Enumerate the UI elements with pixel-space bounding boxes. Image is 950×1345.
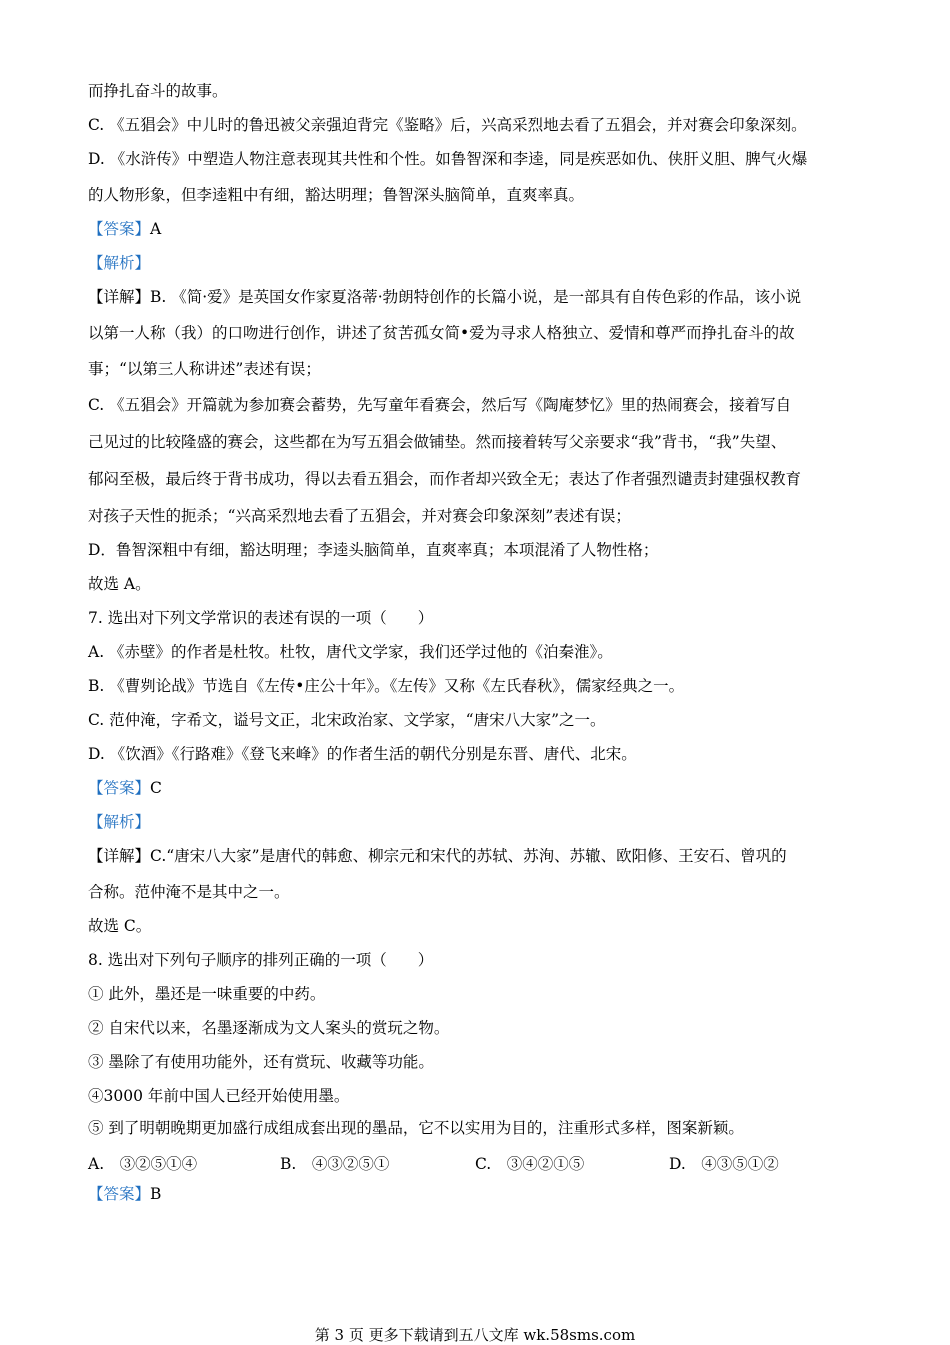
line-text: 7. 选出对下列文学常识的表述有误的一项（ ） bbox=[88, 609, 434, 627]
text-line bbox=[88, 882, 290, 902]
page-footer: 第 3 页 更多下载请到五八文库 wk.58sms.com bbox=[314, 1326, 636, 1344]
text-line bbox=[88, 149, 807, 169]
answer-tag: 【答案】 bbox=[88, 1185, 151, 1203]
sentence-item bbox=[88, 1018, 449, 1038]
analysis-tag: 【解析】 bbox=[88, 813, 151, 831]
option-d: D. ④③⑤①② bbox=[669, 1155, 779, 1173]
text-line bbox=[88, 469, 801, 489]
line-text: B. 《曹刿论战》节选自《左传•庄公十年》。《左传》又称《左氏春秋》，儒家经典之一。 bbox=[88, 677, 685, 695]
text-line bbox=[88, 115, 807, 135]
explanation-tag: 【详解】 bbox=[88, 288, 151, 306]
analysis-line bbox=[88, 253, 150, 273]
line-text: D. 《水浒传》中塑造人物注意表现其共性和个性。如鲁智深和李逵，同是疾恶如仇、侠肝义胆、脾气火爆 bbox=[88, 150, 808, 168]
text-line bbox=[88, 676, 684, 696]
option-a: A. ③②⑤①④ bbox=[88, 1155, 198, 1173]
line-text: B. 《简·爱》是英国女作家夏洛蒂·勃朗特创作的长篇小说，是一部具有自传色彩的作品，该小说 bbox=[150, 288, 802, 306]
answer-tag: 【答案】 bbox=[88, 779, 151, 797]
answer-tag: 【答案】 bbox=[88, 220, 151, 238]
line-text: 的人物形象，但李逵粗中有细，豁达明理；鲁智深头脑简单，直爽率真。 bbox=[88, 186, 585, 204]
line-text: ① 此外，墨还是一味重要的中药。 bbox=[88, 985, 326, 1003]
sentence-item bbox=[88, 1118, 744, 1138]
line-text: 以第一人称（我）的口吻进行创作，讲述了贫苦孤女简•爱为寻求人格独立、爱情和尊严而挣扎奋斗的故 bbox=[88, 324, 795, 342]
text-line bbox=[88, 744, 637, 764]
sentence-item bbox=[88, 1086, 349, 1106]
line-text: ⑤ 到了明朝晚期更加盛行成组成套出现的墨品，它不以实用为目的，注重形式多样，图案新颖。 bbox=[88, 1119, 744, 1137]
text-line bbox=[88, 710, 606, 730]
line-text: 事；“以第三人称讲述”表述有误； bbox=[88, 360, 321, 378]
analysis-tag: 【解析】 bbox=[88, 254, 151, 272]
text-line bbox=[88, 916, 151, 936]
line-text: 合称。范仲淹不是其中之一。 bbox=[88, 883, 290, 901]
line-text: 己见过的比较隆盛的赛会，这些都在为写五猖会做铺垫。然而接着转写父亲要求“我”背书，“我”失望、 bbox=[88, 433, 787, 451]
line-text: C. 《五猖会》中儿时的鲁迅被父亲强迫背完《鉴略》后，兴高采烈地去看了五猖会，并对赛会印象深刻。 bbox=[88, 116, 807, 134]
line-text: 对孩子天性的扼杀；“兴高采烈地去看了五猖会，并对赛会印象深刻”表述有误； bbox=[88, 507, 631, 525]
text-line bbox=[88, 359, 321, 379]
line-text: C bbox=[150, 779, 162, 797]
option-c: C. ③④②①⑤ bbox=[475, 1155, 585, 1173]
sentence-item bbox=[88, 984, 325, 1004]
line-text: 8. 选出对下列句子顺序的排列正确的一项（ ） bbox=[88, 951, 434, 969]
question-stem bbox=[88, 608, 433, 628]
text-line bbox=[88, 323, 795, 343]
answer-options bbox=[88, 1152, 828, 1172]
text-line bbox=[88, 81, 228, 101]
line-text: 故选 A。 bbox=[88, 575, 151, 593]
question-stem bbox=[88, 950, 433, 970]
line-text: 郁闷至极，最后终于背书成功，得以去看五猖会，而作者却兴致全无；表达了作者强烈谴责封建强权教育 bbox=[88, 470, 802, 488]
line-text: C.“唐宋八大家”是唐代的韩愈、柳宗元和宋代的苏轼、苏洵、苏辙、欧阳修、王安石、曾巩的 bbox=[150, 847, 787, 865]
explanation-line bbox=[88, 287, 801, 307]
text-line bbox=[88, 574, 151, 594]
answer-line bbox=[88, 1184, 161, 1204]
line-text: ③ 墨除了有使用功能外，还有赏玩、收藏等功能。 bbox=[88, 1053, 434, 1071]
line-text: 故选 C。 bbox=[88, 917, 152, 935]
answer-line bbox=[88, 778, 162, 798]
explanation-tag: 【详解】 bbox=[88, 847, 151, 865]
line-text: C. 《五猖会》开篇就为参加赛会蓄势，先写童年看赛会，然后写《陶庵梦忆》里的热闹赛会，接着写自 bbox=[88, 396, 792, 414]
line-text: ④3000 年前中国人已经开始使用墨。 bbox=[88, 1087, 350, 1105]
text-line bbox=[88, 540, 658, 560]
explanation-line bbox=[88, 846, 787, 866]
sentence-item bbox=[88, 1052, 434, 1072]
text-line bbox=[88, 432, 786, 452]
line-text: D．鲁智深粗中有细，豁达明理；李逵头脑简单，直爽率真；本项混淆了人物性格； bbox=[88, 541, 659, 559]
line-text: 而挣扎奋斗的故事。 bbox=[88, 82, 228, 100]
text-line bbox=[88, 395, 791, 415]
text-line bbox=[88, 642, 613, 662]
analysis-line bbox=[88, 812, 150, 832]
text-line bbox=[88, 185, 584, 205]
text-line bbox=[88, 506, 631, 526]
line-text: C. 范仲淹，字希文，谥号文正，北宋政治家、文学家，“唐宋八大家”之一。 bbox=[88, 711, 606, 729]
answer-value: B bbox=[150, 1185, 162, 1203]
line-text: D. 《饮酒》《行路难》《登飞来峰》的作者生活的朝代分别是东晋、唐代、北宋。 bbox=[88, 745, 637, 763]
option-b: B. ④③②⑤① bbox=[280, 1155, 390, 1173]
line-text: A bbox=[150, 220, 162, 238]
answer-line bbox=[88, 219, 161, 239]
line-text: ② 自宋代以来，名墨逐渐成为文人案头的赏玩之物。 bbox=[88, 1019, 450, 1037]
line-text: A. 《赤壁》的作者是杜牧。杜牧，唐代文学家，我们还学过他的《泊秦淮》。 bbox=[88, 643, 613, 661]
